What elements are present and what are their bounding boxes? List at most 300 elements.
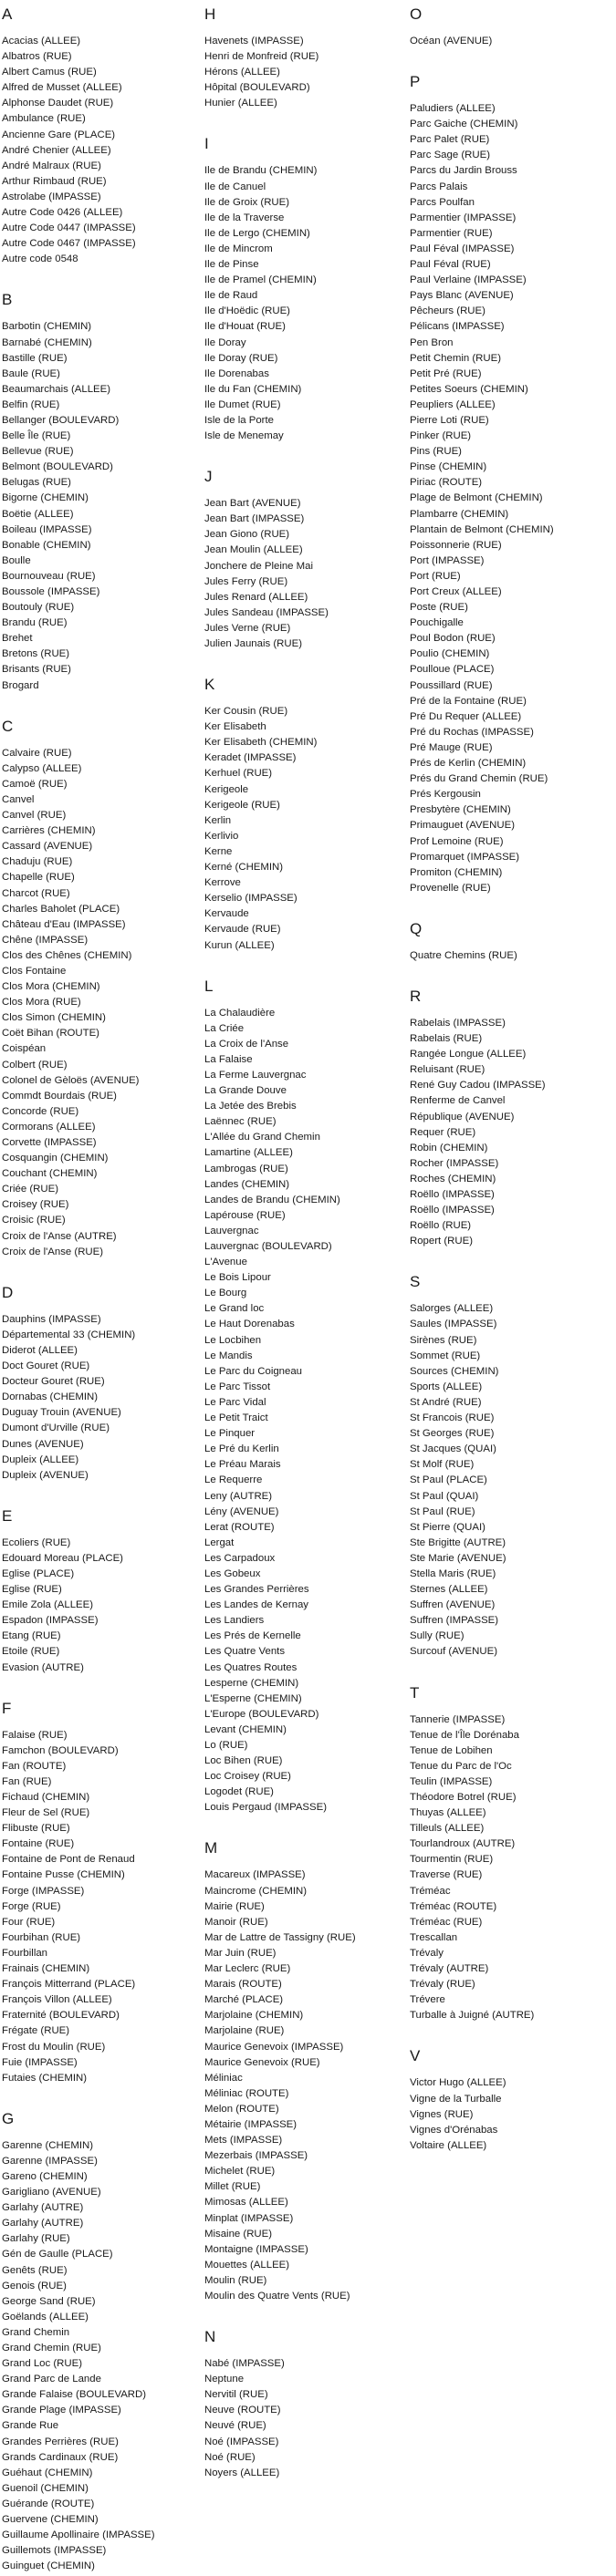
street-entry: La Chalaudière [204, 1007, 276, 1019]
street-entry: Guillaume Apollinaire (IMPASSE) [2, 2529, 155, 2541]
street-entry: St Paul (PLACE) [410, 1474, 487, 1486]
street-entry: Boileau (IMPASSE) [2, 523, 92, 535]
street-entry: Fontaine Pusse (CHEMIN) [2, 1869, 125, 1881]
section-spacer [410, 896, 614, 920]
street-entry: Nervitil (RUE) [204, 2389, 268, 2401]
street-entry: Noé (RUE) [204, 2451, 256, 2463]
street-entry: St André (RUE) [410, 1396, 482, 1408]
street-entry: Etoile (RUE) [2, 1646, 60, 1658]
street-entry: Tourlandroux (AUTRE) [410, 1838, 516, 1850]
street-entry: Le Mandis [204, 1350, 253, 1361]
street-entry: L'Avenue [204, 1257, 247, 1268]
street-entry: Concorde (RUE) [2, 1105, 79, 1117]
street-entry: Maurice Genevoix (IMPASSE) [204, 2041, 344, 2053]
street-entry: Turballe à Juigné (AUTRE) [410, 2010, 535, 2022]
section-spacer [204, 1816, 403, 1839]
street-entry: Melon (ROUTE) [204, 2103, 279, 2115]
street-entry: Genêts (RUE) [2, 2264, 68, 2276]
street-entry: Salorges (ALLEE) [410, 1303, 494, 1315]
letter-section-c [2, 718, 201, 1260]
street-list [410, 1712, 614, 2024]
street-entry: Garenne (IMPASSE) [2, 2155, 98, 2167]
street-entry: Lény (AVENUE) [204, 1505, 279, 1517]
letter-heading: Q [410, 919, 423, 937]
street-entry: Vignes d'Orénabas [410, 2124, 498, 2136]
street-entry: Parmentier (RUE) [410, 227, 493, 239]
street-entry: Victor Hugo (ALLEE) [410, 2077, 506, 2089]
street-entry: Genois (RUE) [2, 2280, 67, 2292]
street-entry: Edouard Moreau (PLACE) [2, 1552, 123, 1564]
street-entry: Prés de Kerlin (CHEMIN) [410, 758, 527, 770]
letter-section-q [410, 920, 614, 964]
street-entry: Tréméac (ROUTE) [410, 1900, 497, 1912]
street-entry: Ile de Groix (RUE) [204, 196, 290, 208]
street-list [204, 704, 403, 954]
street-entry: Moulin des Quatre Vents (RUE) [204, 2291, 350, 2302]
letter-section-h [204, 5, 403, 111]
section-spacer [410, 1249, 614, 1273]
street-entry: Suffren (AVENUE) [410, 1599, 496, 1611]
street-entry: Sommet (RUE) [410, 1350, 481, 1361]
street-entry: Docteur Gouret (RUE) [2, 1376, 105, 1388]
street-entry: Couchant (CHEMIN) [2, 1168, 98, 1180]
letter-heading: J [204, 468, 213, 486]
street-entry: Méliniac [204, 2072, 243, 2084]
street-entry: Mar Leclerc (RUE) [204, 1963, 291, 1975]
street-entry: Ile de Lergo (CHEMIN) [204, 227, 310, 239]
street-entry: Pêcheurs (RUE) [410, 305, 485, 317]
street-entry: Trévere [410, 1994, 445, 2006]
street-entry: Kervaude (RUE) [204, 924, 281, 936]
street-entry: Le Parc Vidal [204, 1396, 266, 1408]
street-entry: Paludiers (ALLEE) [410, 103, 496, 115]
street-entry: L'Europe (BOULEVARD) [204, 1708, 319, 1720]
section-spacer [2, 267, 201, 291]
street-entry: Barnabé (CHEMIN) [2, 336, 92, 348]
street-entry: Arthur Rimbaud (RUE) [2, 175, 107, 187]
section-spacer [204, 954, 403, 978]
street-entry: George Sand (RUE) [2, 2295, 96, 2307]
street-entry: Théodore Botrel (RUE) [410, 1792, 517, 1803]
street-entry: Ile d'Houat (RUE) [204, 321, 286, 333]
street-entry: Acacias (ALLEE) [2, 36, 81, 47]
street-entry: Loc Bihen (RUE) [204, 1755, 283, 1767]
street-entry: Paul Féval (RUE) [410, 259, 491, 271]
street-entry: Loc Croisey (RUE) [204, 1771, 291, 1783]
street-entry: Laënnec (RUE) [204, 1116, 277, 1128]
street-entry: Rabelais (IMPASSE) [410, 1017, 506, 1029]
street-entry: François Mitterrand (PLACE) [2, 1979, 136, 1991]
street-entry: Trévaly [410, 1947, 444, 1959]
street-list [410, 1301, 614, 1660]
street-entry: Boutouly (RUE) [2, 602, 75, 614]
street-entry: Ile Doray [204, 336, 246, 348]
street-entry: Sirènes (RUE) [410, 1334, 477, 1346]
street-entry: Guérande (ROUTE) [2, 2498, 95, 2509]
street-entry: Corvette (IMPASSE) [2, 1137, 97, 1148]
street-entry: Carrières (CHEMIN) [2, 825, 96, 837]
street-entry: Marjolaine (CHEMIN) [204, 2010, 304, 2022]
street-entry: Fan (ROUTE) [2, 1760, 67, 1772]
street-entry: Poste (RUE) [410, 602, 468, 614]
letter-section-m [204, 1839, 403, 2304]
section-spacer [410, 49, 614, 73]
street-entry: Michelet (RUE) [204, 2166, 276, 2178]
street-entry: Julien Jaunais (RUE) [204, 638, 302, 649]
street-entry: Croix de l'Anse (RUE) [2, 1246, 104, 1257]
street-entry: Guéhaut (CHEMIN) [2, 2467, 93, 2478]
street-entry: Flibuste (RUE) [2, 1823, 70, 1835]
street-entry: Reluisant (RUE) [410, 1064, 485, 1076]
street-entry: Tréméac [410, 1885, 451, 1897]
street-entry: Grande Rue [2, 2420, 59, 2432]
street-entry: Commdt Bourdais (RUE) [2, 1090, 117, 1102]
street-entry: Frainais (CHEMIN) [2, 1963, 90, 1975]
street-entry: Frost du Moulin (RUE) [2, 2041, 106, 2053]
street-entry: Sternes (ALLEE) [410, 1584, 488, 1596]
street-entry: Parc Gaiche (CHEMIN) [410, 119, 518, 130]
street-entry: Ste Brigitte (AUTRE) [410, 1536, 506, 1548]
section-spacer [410, 1660, 614, 1684]
street-entry: Maincrome (CHEMIN) [204, 1885, 308, 1897]
street-entry: Charcot (RUE) [2, 887, 70, 899]
street-entry: Pinker (RUE) [410, 430, 472, 442]
street-entry: Kerlin [204, 814, 232, 826]
street-entry: Dunes (AVENUE) [2, 1438, 84, 1450]
letter-section-n [204, 2328, 403, 2481]
street-entry: Hunier (ALLEE) [204, 98, 277, 109]
letter-section-b [2, 291, 201, 693]
street-entry: La Grande Douve [204, 1085, 287, 1097]
street-list [410, 948, 614, 964]
section-spacer [2, 1484, 201, 1507]
section-spacer [204, 111, 403, 135]
street-entry: Pinse (CHEMIN) [410, 461, 487, 473]
street-entry: Stella Maris (RUE) [410, 1567, 496, 1579]
street-entry: André Malraux (RUE) [2, 160, 101, 171]
street-index-column-3 [410, 5, 614, 2154]
street-entry: Ile de Mincrom [204, 243, 273, 254]
street-entry: Kerhuel (RUE) [204, 768, 273, 780]
street-entry: Vignes (RUE) [410, 2108, 474, 2120]
letter-heading: B [2, 291, 13, 309]
street-entry: Eglise (RUE) [2, 1584, 62, 1596]
street-entry: Keradet (IMPASSE) [204, 752, 297, 764]
street-entry: Bellevue (RUE) [2, 446, 74, 458]
street-entry: Marjolaine (RUE) [204, 2025, 285, 2037]
letter-heading: O [410, 5, 423, 23]
street-entry: Lerat (ROUTE) [204, 1521, 275, 1533]
street-entry: Provenelle (RUE) [410, 882, 491, 894]
street-entry: Pré Mauge (RUE) [410, 741, 493, 753]
street-list [410, 2075, 614, 2153]
street-entry: Coët Bihan (ROUTE) [2, 1028, 99, 1040]
street-entry: Levant (CHEMIN) [204, 1723, 287, 1735]
street-entry: Croisey (RUE) [2, 1199, 69, 1211]
letter-section-r [410, 988, 614, 1249]
street-entry: Clos Mora (CHEMIN) [2, 981, 100, 993]
street-entry: St Paul (RUE) [410, 1505, 475, 1517]
street-entry: Piriac (ROUTE) [410, 477, 483, 489]
letter-heading: H [204, 5, 216, 23]
street-entry: Pouchigalle [410, 617, 464, 629]
street-entry: Voltaire (ALLEE) [410, 2139, 487, 2151]
street-entry: Dornabas (CHEMIN) [2, 1391, 99, 1403]
street-entry: St Molf (RUE) [410, 1459, 475, 1471]
street-entry: Colonel de Gèloës (AVENUE) [2, 1074, 140, 1086]
street-entry: Lamartine (ALLEE) [204, 1147, 293, 1159]
street-entry: Dumont d'Urville (RUE) [2, 1422, 110, 1434]
street-entry: Les Grandes Perrières [204, 1584, 309, 1596]
street-entry: Autre Code 0447 (IMPASSE) [2, 222, 136, 234]
street-entry: Surcouf (AVENUE) [410, 1646, 498, 1658]
street-entry: Calypso (ALLEE) [2, 762, 82, 774]
street-entry: Fan (RUE) [2, 1775, 52, 1787]
street-entry: Canvel (RUE) [2, 810, 67, 822]
street-entry: Leny (AUTRE) [204, 1490, 273, 1502]
street-entry: Suffren (IMPASSE) [410, 1615, 499, 1627]
letter-section-o [410, 5, 614, 49]
street-entry: Eglise (PLACE) [2, 1567, 75, 1579]
street-entry: Doct Gouret (RUE) [2, 1360, 90, 1372]
street-entry: Les Landiers [204, 1615, 265, 1627]
street-entry: Logodet (RUE) [204, 1786, 274, 1798]
letter-section-l [204, 978, 403, 1816]
street-entry: Le Pinquer [204, 1428, 256, 1440]
street-list [2, 34, 201, 267]
street-entry: Ambulance (RUE) [2, 113, 86, 125]
street-entry: Charles Baholet (PLACE) [2, 903, 120, 915]
street-entry: Petit Chemin (RUE) [410, 352, 502, 364]
street-entry: Futaies (CHEMIN) [2, 2072, 88, 2084]
street-entry: Les Prés de Kernelle [204, 1630, 301, 1642]
street-entry: Henri de Monfreid (RUE) [204, 51, 319, 63]
street-entry: Le Grand loc [204, 1303, 265, 1315]
street-entry: Minplat (IMPASSE) [204, 2212, 294, 2224]
street-entry: Ker Elisabeth (CHEMIN) [204, 737, 318, 749]
street-entry: St Francois (RUE) [410, 1412, 495, 1424]
street-entry: Sports (ALLEE) [410, 1381, 483, 1392]
street-entry: Poulio (CHEMIN) [410, 648, 490, 660]
street-list [2, 1312, 201, 1484]
street-entry: Fraternité (BOULEVARD) [2, 2010, 120, 2022]
street-entry: Poulloue (PLACE) [410, 664, 495, 676]
street-entry: Autre code 0548 [2, 253, 78, 265]
letter-heading: C [2, 717, 14, 735]
street-entry: Mouettes (ALLEE) [204, 2259, 290, 2271]
street-entry: Trévaly (RUE) [410, 1979, 475, 1991]
street-entry: Moulin (RUE) [204, 2274, 267, 2286]
letter-section-t [410, 1684, 614, 2024]
street-entry: Belugas (RUE) [2, 477, 71, 489]
street-entry: Parc Palet (RUE) [410, 134, 490, 146]
street-entry: Kerne [204, 845, 233, 857]
street-entry: Roëllo (IMPASSE) [410, 1205, 495, 1216]
street-entry: Clos Simon (CHEMIN) [2, 1012, 106, 1024]
street-entry: Ile de Raud [204, 290, 258, 302]
street-entry: La Criée [204, 1022, 245, 1034]
street-entry: Le Haut Dorenabas [204, 1319, 295, 1330]
street-entry: Départemental 33 (CHEMIN) [2, 1329, 136, 1340]
letter-heading: D [2, 1283, 14, 1301]
street-entry: Peupliers (ALLEE) [410, 398, 496, 410]
street-entry: Ancienne Gare (PLACE) [2, 129, 116, 140]
street-entry: Trévaly (AUTRE) [410, 1963, 489, 1975]
street-list [204, 2356, 403, 2481]
letter-heading: T [410, 1683, 420, 1702]
letter-heading: R [410, 987, 422, 1005]
street-list [2, 2138, 201, 2575]
letter-heading: E [2, 1506, 13, 1525]
street-entry: St Jacques (QUAI) [410, 1443, 496, 1455]
street-entry: Métairie (IMPASSE) [204, 2118, 298, 2130]
street-entry: Ile Dorenabas [204, 367, 269, 379]
section-spacer [2, 1260, 201, 1284]
street-entry: René Guy Cadou (IMPASSE) [410, 1080, 546, 1091]
street-entry: Méliniac (ROUTE) [204, 2087, 289, 2099]
street-entry: Lesperne (CHEMIN) [204, 1677, 299, 1689]
street-entry: Grande Falaise (BOULEVARD) [2, 2389, 147, 2401]
street-entry: Teulin (IMPASSE) [410, 1775, 493, 1787]
street-entry: Albert Camus (RUE) [2, 67, 97, 78]
street-entry: Gareno (CHEMIN) [2, 2170, 88, 2182]
section-spacer [2, 694, 201, 718]
street-entry: Renferme de Canvel [410, 1095, 506, 1107]
street-entry: Camoë (RUE) [2, 778, 68, 790]
street-entry: Alphonse Daudet (RUE) [2, 98, 114, 109]
street-entry: Millet (RUE) [204, 2181, 261, 2193]
street-entry: Boëtie (ALLEE) [2, 508, 74, 520]
street-entry: Parmentier (IMPASSE) [410, 212, 517, 223]
street-entry: Presbytère (CHEMIN) [410, 804, 511, 816]
street-entry: Belle Île (RUE) [2, 430, 71, 442]
street-entry: Barbotin (CHEMIN) [2, 321, 92, 333]
street-entry: Garlahy (AUTRE) [2, 2218, 84, 2229]
street-entry: Requer (RUE) [410, 1126, 476, 1138]
letter-heading: M [204, 1839, 218, 1857]
street-entry: Parcs Poulfan [410, 196, 475, 208]
street-entry: Les Landes de Kernay [204, 1599, 308, 1611]
street-entry: Brehet [2, 633, 33, 645]
street-entry: Four (RUE) [2, 1916, 56, 1928]
street-entry: La Croix de l'Anse [204, 1038, 289, 1050]
street-entry: La Falaise [204, 1053, 253, 1065]
street-entry: Lambrogas (RUE) [204, 1163, 288, 1174]
street-list [2, 746, 201, 1260]
street-entry: Ile Doray (RUE) [204, 352, 278, 364]
letter-section-p [410, 73, 614, 896]
letter-section-f [2, 1700, 201, 2086]
street-entry: Canvel [2, 793, 35, 805]
street-entry: Misaine (RUE) [204, 2228, 273, 2240]
street-entry: Tenue du Parc de l'Oc [410, 1760, 512, 1772]
street-entry: St Georges (RUE) [410, 1428, 495, 1440]
street-entry: Petit Pré (RUE) [410, 367, 482, 379]
street-entry: Jules Renard (ALLEE) [204, 591, 308, 603]
letter-section-e [2, 1507, 201, 1676]
street-entry: Vigne de la Turballe [410, 2093, 502, 2105]
street-list [410, 1016, 614, 1249]
street-entry: Goëlands (ALLEE) [2, 2311, 89, 2323]
street-entry: Fontaine (RUE) [2, 1838, 75, 1850]
street-entry: Ile du Fan (CHEMIN) [204, 383, 302, 395]
street-entry: Jean Bart (IMPASSE) [204, 513, 305, 525]
letter-heading: G [2, 2109, 15, 2127]
street-entry: Chapelle (RUE) [2, 872, 75, 884]
letter-heading: A [2, 5, 13, 23]
street-entry: Louis Pergaud (IMPASSE) [204, 1802, 328, 1814]
street-entry: Quatre Chemins (RUE) [410, 949, 517, 961]
street-entry: Les Quatre Vents [204, 1646, 286, 1658]
street-entry: Fourbillan [2, 1947, 48, 1959]
street-entry: Duguay Trouin (AVENUE) [2, 1407, 121, 1419]
street-entry: Kerlivio [204, 830, 239, 842]
street-entry: St Paul (QUAI) [410, 1490, 479, 1502]
street-entry: Cormorans (ALLEE) [2, 1121, 96, 1133]
street-entry: Jules Sandeau (IMPASSE) [204, 606, 329, 618]
street-entry: Jean Moulin (ALLEE) [204, 544, 303, 556]
street-entry: Rocher (IMPASSE) [410, 1157, 499, 1169]
street-entry: Tenue de Lobihen [410, 1744, 493, 1756]
street-entry: Pierre Loti (RUE) [410, 414, 489, 426]
street-entry: L'Allée du Grand Chemin [204, 1132, 320, 1143]
street-entry: Le Locbihen [204, 1334, 262, 1346]
street-entry: Noyers (ALLEE) [204, 2467, 280, 2478]
street-entry: Trescallan [410, 1931, 458, 1943]
street-entry: Grands Cardinaux (RUE) [2, 2451, 119, 2463]
street-index-column-1 [2, 5, 201, 2574]
street-entry: François Villon (ALLEE) [2, 1994, 112, 2006]
street-entry: Dauphins (IMPASSE) [2, 1313, 101, 1325]
street-list [204, 1867, 403, 2304]
street-entry: Promarquet (IMPASSE) [410, 851, 520, 863]
street-entry: Kerné (CHEMIN) [204, 862, 284, 874]
street-entry: Belfin (RUE) [2, 398, 60, 410]
street-entry: Guervene (CHEMIN) [2, 2514, 99, 2526]
street-entry: Clos Mora (RUE) [2, 997, 81, 1009]
street-entry: Croisic (RUE) [2, 1215, 66, 1226]
street-entry: Garlahy (RUE) [2, 2233, 70, 2245]
street-entry: Lergat [204, 1536, 235, 1548]
street-entry: Port (IMPASSE) [410, 554, 485, 566]
street-entry: Le Bourg [204, 1288, 247, 1299]
street-entry: Parcs du Jardin Brouss [410, 165, 517, 177]
street-entry: Tourmentin (RUE) [410, 1854, 494, 1866]
street-entry: Roëllo (RUE) [410, 1220, 472, 1232]
street-entry: Pré de la Fontaine (RUE) [410, 695, 527, 707]
street-entry: Océan (AVENUE) [410, 36, 493, 47]
street-list [2, 1536, 201, 1676]
street-entry: Promiton (CHEMIN) [410, 866, 503, 878]
street-entry: Lo (RUE) [204, 1740, 248, 1751]
street-entry: Garlahy (AUTRE) [2, 2202, 84, 2214]
street-entry: Bretons (RUE) [2, 648, 70, 660]
street-entry: Fuie (IMPASSE) [2, 2056, 78, 2068]
street-entry: Roches (CHEMIN) [410, 1173, 496, 1185]
letter-section-s [410, 1273, 614, 1660]
street-entry: Sully (RUE) [410, 1630, 465, 1642]
street-entry: Primauguet (AVENUE) [410, 820, 515, 832]
street-entry: Garenne (CHEMIN) [2, 2139, 94, 2151]
street-entry: Kerigeole [204, 783, 249, 795]
street-entry: Saules (IMPASSE) [410, 1319, 497, 1330]
street-entry: Neuve (ROUTE) [204, 2405, 281, 2416]
street-entry: Baule (RUE) [2, 367, 60, 379]
street-entry: Ecoliers (RUE) [2, 1536, 71, 1548]
street-entry: Plantain de Belmont (CHEMIN) [410, 523, 554, 535]
street-list [204, 34, 403, 111]
street-entry: Landes (CHEMIN) [204, 1178, 290, 1190]
